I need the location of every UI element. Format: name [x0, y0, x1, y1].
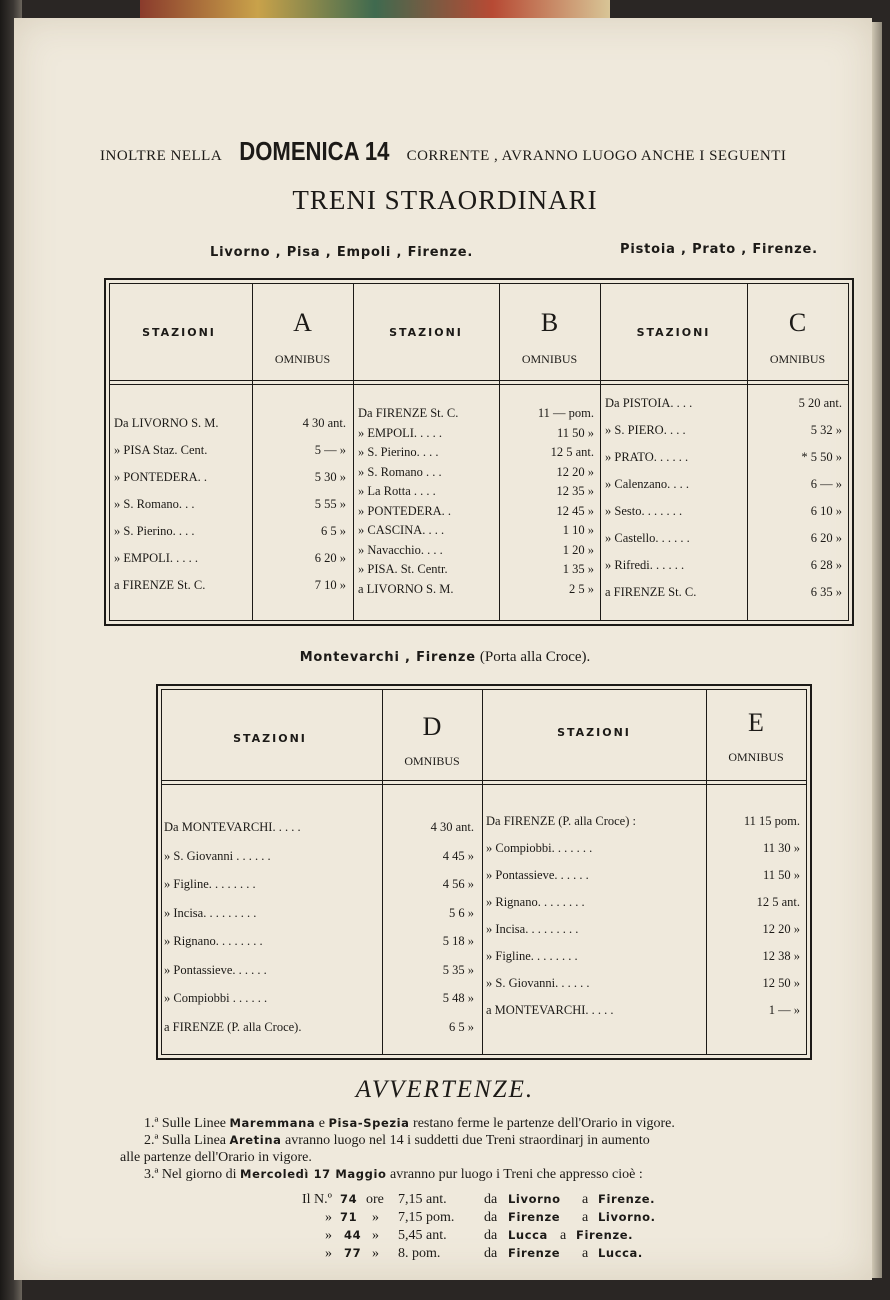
station-a-1: Da LIVORNO S. M.	[114, 416, 219, 430]
train-ore: »	[372, 1228, 379, 1243]
time-b-6: 12 45 »	[556, 503, 594, 518]
time-d-4: 5 6 »	[449, 905, 474, 920]
time-a-4: 5 55 »	[314, 497, 346, 511]
warning-note-1	[144, 1116, 675, 1132]
time-b-7: 1 10 »	[562, 523, 594, 537]
train-da: da	[484, 1210, 498, 1225]
note-2-line-aretina: Aretina	[229, 1133, 282, 1147]
train-a: a	[582, 1210, 589, 1225]
time-c-6: 6 20 »	[810, 531, 842, 545]
train-a: a	[582, 1246, 589, 1261]
timetable-abc	[104, 278, 854, 626]
time-d-8: 6 5 »	[449, 1019, 474, 1034]
train-type-a: OMNIBUS	[274, 352, 331, 366]
station-b-10: a LIVORNO S. M.	[358, 581, 454, 596]
station-b-8: » Navacchio. . . .	[358, 542, 443, 557]
note-3-text-a: 3.ª Nel giorno di	[144, 1167, 237, 1182]
station-c-5: » Sesto. . . . . . .	[605, 504, 683, 518]
station-d-1: Da MONTEVARCHI. . . . .	[164, 820, 301, 834]
route-second-name: Montevarchi , Firenze	[299, 650, 476, 665]
time-a-2: 5 — »	[314, 443, 346, 457]
warning-note-3	[144, 1167, 643, 1183]
station-d-2: » S. Giovanni . . . . . .	[164, 848, 271, 863]
time-b-1: 11 — pom.	[537, 406, 594, 420]
station-e-1: Da FIRENZE (P. alla Croce) :	[486, 814, 636, 828]
page-title: TRENI STRAORDINARI	[292, 185, 598, 215]
train-from: Firenze	[508, 1246, 561, 1260]
stations-header-e: STAZIONI	[557, 726, 631, 739]
time-c-8: 6 35 »	[810, 585, 842, 599]
train-to: Firenze.	[576, 1228, 634, 1242]
station-e-2: » Compiobbi. . . . . . .	[486, 841, 593, 855]
train-type-c: OMNIBUS	[769, 352, 826, 366]
train-letter-e: E	[748, 708, 764, 737]
train-no-label: »	[325, 1228, 332, 1243]
station-c-3: » PRATO. . . . . .	[605, 450, 689, 464]
station-b-5: » La Rotta . . . .	[358, 484, 436, 498]
time-c-2: 5 32 »	[810, 423, 842, 437]
note-3-text-c: avranno pur luogo i Treni che appresso cioè :	[390, 1167, 643, 1182]
warning-note-2	[144, 1133, 650, 1149]
time-b-10: 2 5 »	[569, 581, 594, 596]
station-b-6: » PONTEDERA. .	[358, 503, 452, 518]
route-right: Pistoia , Prato , Firenze.	[620, 242, 818, 257]
time-c-3: * 5 50 »	[801, 450, 842, 464]
station-a-3: » PONTEDERA. .	[114, 470, 208, 484]
binding-board	[140, 0, 610, 18]
time-d-2: 4 45 »	[442, 848, 474, 863]
train-da: da	[484, 1228, 498, 1243]
time-b-9: 1 35 »	[562, 562, 594, 576]
station-a-7: a FIRENZE St. C.	[114, 578, 206, 592]
time-a-5: 6 5 »	[321, 524, 346, 538]
train-letter-a: A	[293, 308, 312, 337]
station-d-8: a FIRENZE (P. alla Croce).	[164, 1019, 302, 1034]
train-type-d: OMNIBUS	[404, 754, 460, 768]
time-a-7: 7 10 »	[314, 578, 346, 592]
time-b-2: 11 50 »	[556, 425, 594, 440]
station-c-6: » Castello. . . . . .	[605, 531, 690, 545]
station-d-7: » Compiobbi . . . . . .	[164, 991, 268, 1005]
note-1-text-a: 1.ª Sulle Linee	[144, 1116, 227, 1131]
station-b-9: » PISA. St. Centr.	[358, 562, 448, 576]
station-a-6: » EMPOLI. . . . .	[114, 551, 199, 565]
time-e-6: 12 38 »	[762, 949, 800, 963]
route-left: Livorno , Pisa , Empoli , Firenze.	[210, 245, 474, 260]
time-b-3: 12 5 ant.	[550, 445, 594, 459]
time-d-6: 5 35 »	[442, 962, 474, 977]
station-b-3: » S. Pierino. . . .	[358, 445, 439, 459]
train-type-b: OMNIBUS	[521, 352, 578, 366]
time-d-7: 5 48 »	[442, 991, 474, 1005]
headline	[100, 136, 852, 167]
train-to: Firenze.	[598, 1192, 656, 1206]
time-a-3: 5 30 »	[314, 470, 346, 484]
time-e-2: 11 30 »	[762, 841, 800, 855]
route-second	[0, 648, 890, 666]
note-1-text-c: e	[318, 1116, 325, 1131]
train-no-label: »	[325, 1246, 332, 1261]
timetable-de	[156, 684, 812, 1060]
note-3-date: Mercoledì 17 Maggio	[240, 1167, 387, 1181]
train-time: 5,45 ant.	[398, 1228, 447, 1243]
train-to: Livorno.	[598, 1210, 656, 1224]
station-e-8: a MONTEVARCHI. . . . .	[486, 1003, 614, 1017]
station-c-1: Da PISTOIA. . . .	[605, 396, 693, 410]
station-b-7: » CASCINA. . . .	[358, 523, 445, 537]
station-e-3: » Pontassieve. . . . . .	[486, 868, 589, 882]
station-d-4: » Incisa. . . . . . . . .	[164, 905, 257, 920]
time-b-4: 12 20 »	[556, 464, 594, 479]
station-b-1: Da FIRENZE St. C.	[358, 406, 459, 420]
station-e-4: » Rignano. . . . . . . .	[486, 895, 585, 909]
time-b-5: 12 35 »	[556, 484, 594, 498]
time-d-1: 4 30 ant.	[430, 820, 474, 834]
station-e-5: » Incisa. . . . . . . . .	[486, 922, 579, 936]
train-a: a	[560, 1228, 567, 1243]
warnings-title: AVVERTENZE.	[355, 1076, 535, 1103]
train-type-e: OMNIBUS	[728, 750, 784, 764]
note-2-text-a: 2.ª Sulla Linea	[144, 1133, 227, 1148]
stations-header-d: STAZIONI	[233, 732, 307, 745]
train-number: 44	[344, 1228, 362, 1242]
headline-pre: INOLTRE NELLA	[100, 148, 222, 164]
station-a-5: » S. Pierino. . . .	[114, 524, 195, 538]
train-letter-d: D	[422, 712, 442, 741]
train-time: 7,15 pom.	[398, 1210, 455, 1225]
route-second-paren: (Porta alla Croce).	[479, 649, 591, 665]
train-ore: ore	[366, 1192, 384, 1207]
train-letter-c: C	[788, 308, 807, 337]
train-number: 71	[340, 1210, 358, 1224]
time-c-1: 5 20 ant.	[798, 396, 842, 410]
train-da: da	[484, 1246, 498, 1261]
station-d-5: » Rignano. . . . . . . .	[164, 934, 263, 948]
time-e-7: 12 50 »	[762, 976, 800, 990]
time-c-5: 6 10 »	[810, 504, 842, 518]
time-d-5: 5 18 »	[442, 934, 474, 948]
train-letter-b: B	[540, 308, 559, 337]
time-c-4: 6 — »	[810, 477, 842, 491]
train-from: Livorno	[508, 1192, 561, 1206]
train-from: Lucca	[508, 1228, 548, 1242]
station-a-2: » PISA Staz. Cent.	[114, 443, 208, 457]
stations-header-b: STAZIONI	[389, 326, 463, 339]
time-e-3: 11 50 »	[762, 868, 800, 882]
train-da: da	[484, 1192, 498, 1207]
note-1-text-d: restano ferme le partenze dell'Orario in vigore.	[413, 1116, 675, 1131]
station-e-7: » S. Giovanni. . . . . .	[486, 976, 590, 990]
note-1-line-pisa-spezia: Pisa-Spezia	[328, 1116, 410, 1130]
train-time: 8. pom.	[398, 1246, 441, 1261]
train-ore: »	[372, 1246, 379, 1261]
station-c-4: » Calenzano. . . .	[605, 477, 690, 491]
time-e-5: 12 20 »	[762, 922, 800, 936]
note-1-line-maremmana: Maremmana	[229, 1116, 316, 1130]
time-d-3: 4 56 »	[442, 877, 474, 891]
train-no-label: »	[325, 1210, 332, 1225]
time-c-7: 6 28 »	[810, 558, 842, 572]
stations-header-a: STAZIONI	[142, 326, 216, 339]
station-e-6: » Figline. . . . . . . .	[486, 949, 578, 963]
headline-day: DOMENICA 14	[238, 136, 390, 166]
station-d-6: » Pontassieve. . . . . .	[164, 962, 267, 977]
train-a: a	[582, 1192, 589, 1207]
time-e-4: 12 5 ant.	[756, 895, 800, 909]
time-e-8: 1 — »	[768, 1003, 800, 1017]
station-c-8: a FIRENZE St. C.	[605, 585, 697, 599]
train-from: Firenze	[508, 1210, 561, 1224]
time-a-6: 6 20 »	[314, 551, 346, 565]
time-a-1: 4 30 ant.	[302, 416, 346, 430]
station-b-2: » EMPOLI. . . . .	[358, 425, 443, 440]
warning-note-2-cont: alle partenze dell'Orario in vigore.	[120, 1150, 312, 1165]
time-e-1: 11 15 pom.	[743, 814, 800, 828]
train-to: Lucca.	[598, 1246, 643, 1260]
note-2-text-c: avranno luogo nel 14 i suddetti due Treni straordinarj in aumento	[284, 1133, 650, 1148]
time-b-8: 1 20 »	[562, 542, 594, 557]
station-d-3: » Figline. . . . . . . .	[164, 877, 256, 891]
train-number: 77	[344, 1246, 362, 1260]
train-no-label: Il N.º	[301, 1192, 332, 1207]
station-c-2: » S. PIERO. . . .	[605, 423, 686, 437]
station-a-4: » S. Romano. . .	[114, 497, 195, 511]
headline-post: CORRENTE , AVRANNO LUOGO ANCHE I SEGUENTI	[406, 148, 787, 164]
station-c-7: » Rifredi. . . . . .	[605, 558, 685, 572]
train-ore: »	[372, 1210, 379, 1225]
stations-header-c: STAZIONI	[636, 326, 711, 339]
train-number: 74	[340, 1192, 358, 1206]
train-time: 7,15 ant.	[398, 1192, 447, 1207]
station-b-4: » S. Romano . . .	[358, 464, 442, 479]
